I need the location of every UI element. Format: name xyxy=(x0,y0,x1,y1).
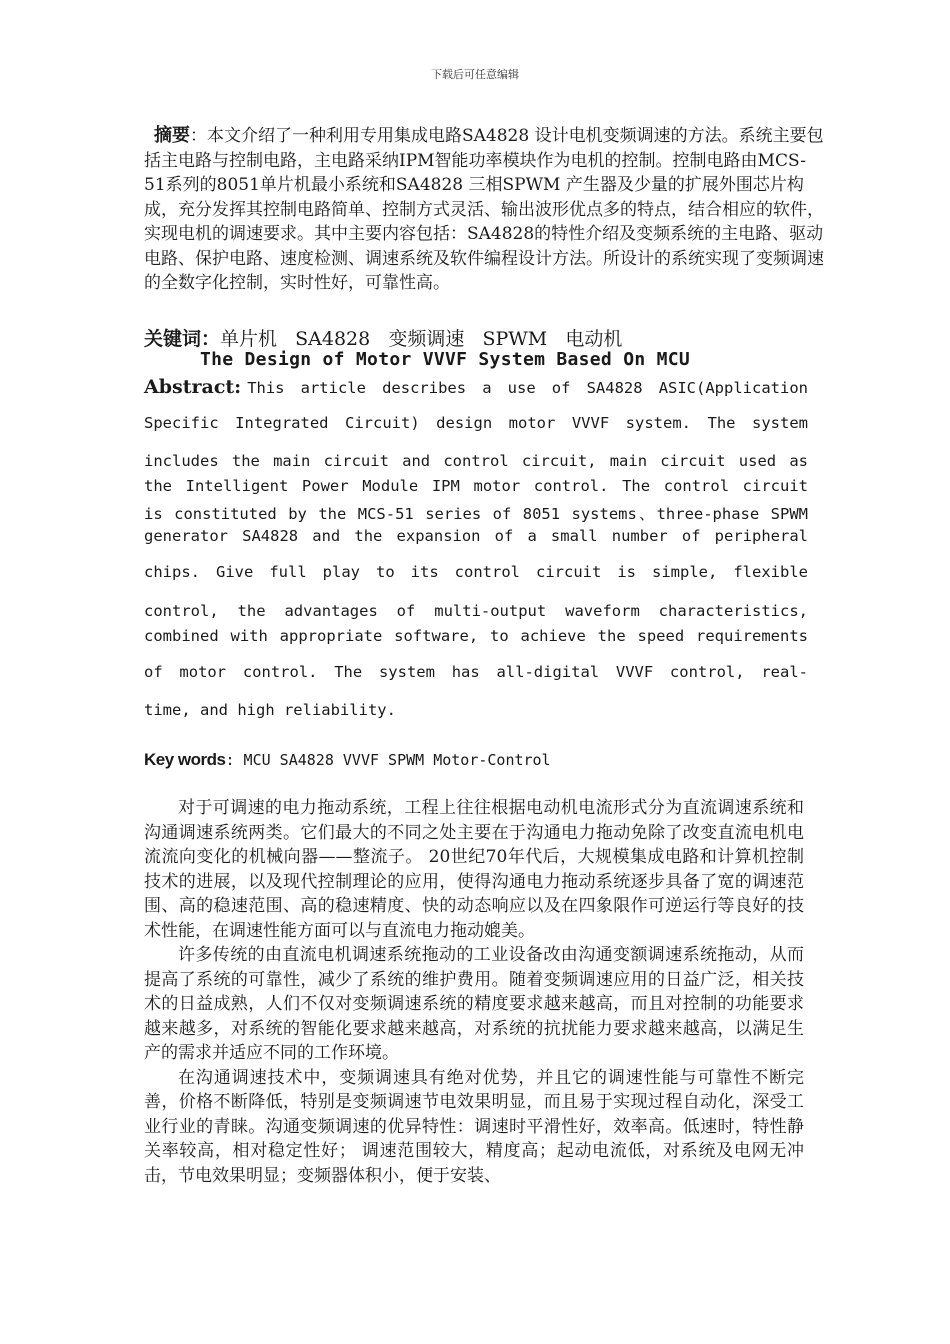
page-header: 下载后可任意编辑 xyxy=(431,68,519,81)
keywords-en-value: : MCU SA4828 VVVF SPWM Motor-Control xyxy=(225,751,551,769)
abstract-en-line: control, the advantages of multi-output waveform characteristics, xyxy=(144,602,808,620)
abstract-cn-label: 摘要 xyxy=(154,125,190,146)
abstract-en-line: the Intelligent Power Module IPM motor control. The control circuit xyxy=(144,477,808,495)
abstract-en-line: includes the main circuit and control circuit, main circuit used as xyxy=(144,452,808,470)
chinese-abstract xyxy=(144,124,824,296)
body-paragraph: 在沟通调速技术中，变频调速具有绝对优势，并且它的调速性能与可靠性不断完善，价格不断降低，特别是变频调速节电效果明显，而且易于实现过程自动化，深受工业行业的青睐。沟通变频调速的优异特性：调速时平滑性好，效率高。低速时，特性静关率较高，相对稳定性好； 调速范围较大，精度高；起动电流低，对系统及电网无冲击，节电效果明显；变频器体积小，便于安装、 xyxy=(144,1067,804,1186)
abstract-en-line: is constituted by the MCS-51 series of 8051 systems、three-phase SPWM xyxy=(144,505,808,523)
abstract-en-line: generator SA4828 and the expansion of a small number of peripheral xyxy=(144,527,808,545)
keywords-en-label: Key words xyxy=(144,750,226,769)
abstract-en-line: time, and high reliability. xyxy=(144,701,396,719)
keywords-cn-label: 关键词： xyxy=(144,328,221,350)
body-text xyxy=(144,796,804,1188)
english-keywords xyxy=(144,750,551,770)
body-paragraph: 许多传统的由直流电机调速系统拖动的工业设备改由沟通变额调速系统拖动，从而提高了系统的可靠性，减少了系统的维护费用。随着变频调速应用的日益广泛，相关技术的日益成熟，人们不仅对变频调速系统的精度要求越来越高，而且对控制的功能要求越来越多，对系统的智能化要求越来越高，对系统的抗扰能力要求越来越高，以满足生产的需求并适应不同的工作环境。 xyxy=(144,945,804,1063)
abstract-en-line: combined with appropriate software, to achieve the speed requirements xyxy=(144,627,808,645)
abstract-en-line xyxy=(144,376,808,398)
abstract-en-label: Abstract: xyxy=(144,376,242,398)
abstract-en-line: of motor control. The system has all-digital VVVF control, real- xyxy=(144,663,808,681)
abstract-en-line: chips. Give full play to its control circuit is simple, flexible xyxy=(144,563,808,581)
abstract-cn-text: ：本文介绍了一种利用专用集成电路SA4828 设计电机变频调速的方法。系统主要包括主电路与控制电路，主电路采纳IPM智能功率模块作为电机的控制。控制电路由MCS-51系列的8051单片机最小系统和SA4828 三相SPWM 产生器及少量的扩展外围芯片构成，充分发挥其控制电路简单、控制方式灵活、输出波形优点多的特点，结合相应的软件，实现电机的调速要求。其中主要内容包括：SA4828的特性介绍及变频系统的主电路、驱动电路、保护电路、速度检测、调速系统及软件编程设计方法。所设计的系统实现了变频调速的全数字化控制，实时性好，可靠性高。 xyxy=(144,126,824,293)
english-title: The Design of Motor VVVF System Based On MCU xyxy=(200,349,691,370)
body-paragraph: 对于可调速的电力拖动系统，工程上往往根据电动机电流形式分为直流调速系统和沟通调速系统两类。它们最大的不同之处主要在于沟通电力拖动免除了改变直流电机电流流向变化的机械向器——整流子。 20世纪70年代后，大规模集成电路和计算机控制技术的进展，以及现代控制理论的应用，使得沟通电力拖动系统逐步具备了宽的调速范围、高的稳速范围、高的稳速精度、快的动态响应以及在四象限作可逆运行等良好的技术性能，在调速性能方面可以与直流电力拖动媲美。 xyxy=(144,798,804,941)
abstract-en-line-text: This article describes a use of SA4828 ASIC(Application xyxy=(247,379,808,397)
chinese-keywords xyxy=(144,324,622,351)
keywords-cn-value: 单片机 SA4828 变频调速 SPWM 电动机 xyxy=(220,328,623,350)
abstract-en-line: Specific Integrated Circuit) design motor VVVF system. The system xyxy=(144,414,808,432)
